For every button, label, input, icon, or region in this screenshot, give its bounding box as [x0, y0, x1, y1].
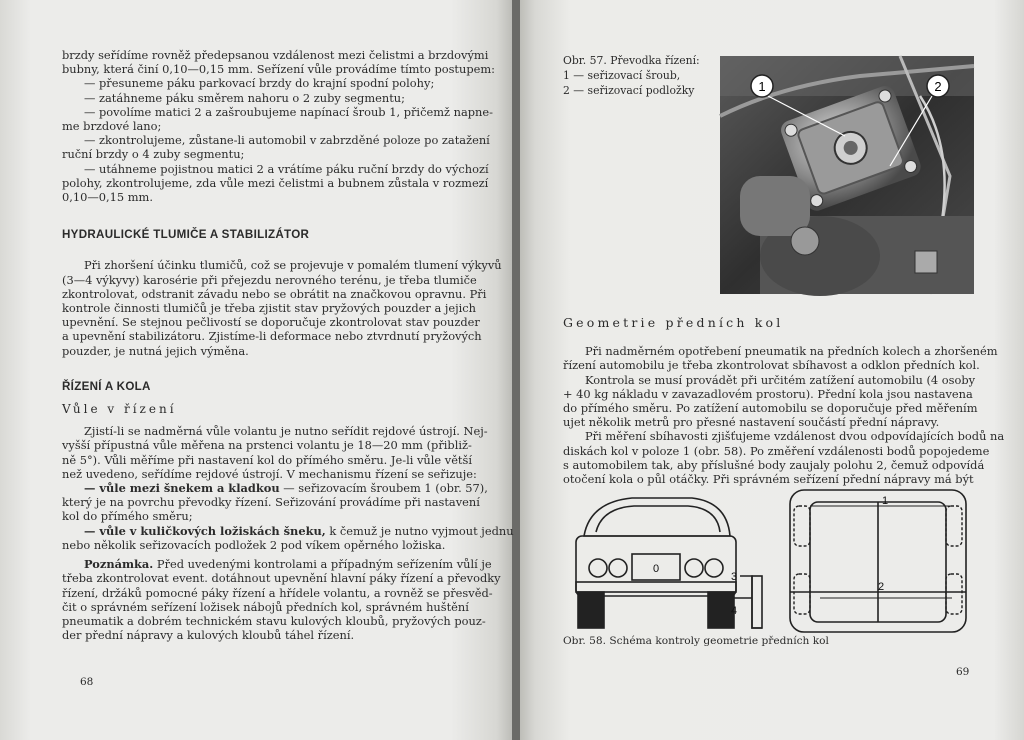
- text-line: do přímého směru. Po zatížení automobilu se doporučuje před měřením: [563, 401, 978, 416]
- text-line: diskách kol v poloze 1 (obr. 58). Po změření vzdálenosti bodů popojedeme: [563, 443, 990, 458]
- text-line: 2 — seřizovací podložky: [563, 84, 695, 97]
- callout-1-label: 1: [758, 79, 766, 94]
- right-page-text: [563, 315, 1005, 487]
- text-line: Při zhoršení účinku tlumičů, což se projevuje v pomalém tlumení výkyvů: [84, 258, 502, 273]
- text-line: me brzdové lano;: [62, 119, 162, 134]
- item-worm-roller-play: — vůle mezi šnekem a kladkou — seřizovacím šroubem 1 (obr. 57),: [84, 481, 488, 496]
- page-number-right: 69: [956, 666, 970, 678]
- subsection-title-steering-play: Vůle v řízení: [62, 402, 177, 417]
- figure-57-caption: [563, 53, 713, 98]
- text-line: der přední nápravy a kulových kloubů táhel řízení.: [62, 628, 355, 643]
- text-line: — povolíme matici 2 a zašroubujeme napínací šroub 1, přičemž napne-: [84, 104, 493, 119]
- item-worm-roller-continuation: [62, 495, 482, 523]
- text-line: Při nadměrném opotřebení pneumatik na předních kolech a zhoršeném: [585, 344, 998, 359]
- text-line: kol do přímého směru;: [62, 509, 193, 524]
- fig58-label-0: 0: [652, 563, 660, 575]
- text-line: Obr. 57. Převodka řízení:: [563, 54, 700, 67]
- steering-gear-illustration: [720, 56, 974, 294]
- fig58-label-2: 2: [878, 581, 885, 593]
- text-line: řízení automobilu je třeba zkontrolovat sbíhavost a odklon předních kol.: [563, 358, 980, 373]
- text-line: zkontrolovat, odstranit závadu nebo se obrátit na značkovou opravnu. Při: [62, 286, 487, 301]
- text-line: polohy, zkontrolujeme, zda vůle mezi čelistmi a bubnem zůstala v rozmezí: [62, 175, 489, 190]
- text-line: ruční brzdy o 4 zuby segmentu;: [62, 147, 245, 162]
- text-line: kontrole činnosti tlumičů je třeba zjistit stav pryžových pouzder a jejich: [62, 301, 477, 316]
- text-line: — přesuneme páku parkovací brzdy do krajní spodní polohy;: [84, 76, 435, 91]
- text-line: — utáhneme pojistnou matici 2 a vrátíme páku ruční brzdy do výchozí: [84, 161, 489, 176]
- text-line: ujet několik metrů pro přesné nastavení součástí přední nápravy.: [563, 415, 940, 430]
- fig58-label-4: 4: [730, 605, 738, 617]
- text-line: který je na povrchu převodky řízení. Seřizování provádíme při nastavení: [62, 495, 480, 510]
- text-line: — zkontrolujeme, zůstane-li automobil v zabrzděné poloze po zatažení: [84, 133, 490, 148]
- text-line: nebo několik seřizovacích podložek 2 pod víkem opěrného ložiska.: [62, 537, 446, 552]
- page-number-left: 68: [80, 676, 94, 688]
- text-line: řízení, držáků pomocné páky řízení a hřídele volantu, a rovněž se přesvěd-: [62, 585, 493, 600]
- text-line: Kontrola se musí provádět při určitém zatížení automobilu (4 osoby: [585, 372, 976, 387]
- text-line: než uvedeno, seřídíme rejdové ústrojí. V mechanismu řízení se seřizuje:: [62, 466, 477, 481]
- text-line: 0,10—0,15 mm.: [62, 190, 153, 205]
- text-line: čit o správném seřízení ložisek nábojů předních kol, správném huštění: [62, 599, 469, 614]
- item-worm-bearing-continuation: [62, 538, 482, 552]
- fig58-label-1: 1: [882, 495, 889, 507]
- section-title-shock-absorbers: HYDRAULICKÉ TLUMIČE A STABILIZÁTOR: [62, 228, 310, 242]
- text-line: Zjistí-li se nadměrná vůle volantu je nutno seřídit rejdové ústrojí. Nej-: [84, 424, 488, 439]
- text-line: bubny, která činí 0,10—0,15 mm. Seřízení vůle provádíme tímto postupem:: [62, 62, 496, 77]
- note-first-line: Poznámka. Před uvedenými kontrolami a případným seřízením vůlí je: [84, 557, 492, 572]
- left-page-text: [62, 48, 514, 643]
- callout-2-label: 2: [934, 79, 942, 94]
- text-line: ně 5°). Vůli měříme při nastavení kol do přímého směru. Je-li vůle větší: [62, 452, 472, 467]
- text-line: s automobilem tak, aby příslušné body zaujaly polohu 2, čemuž odpovídá: [563, 457, 985, 472]
- book-gutter: [512, 0, 520, 740]
- steering-play-paragraph: [62, 424, 488, 481]
- section-title-front-wheel-geometry: Geometrie předních kol: [563, 315, 784, 330]
- text-line: — zatáhneme páku směrem nahoru o 2 zuby segmentu;: [84, 90, 405, 105]
- figure-57-steering-gear-photo: [720, 56, 974, 294]
- text-line: brzdy seřídíme rovněž předepsanou vzdálenost mezi čelistmi a brzdovými: [62, 48, 489, 62]
- wheel-geometry-paragraph: [563, 344, 1005, 487]
- text-line: třeba zkontrolovat event. dotáhnout upevnění hlavní páky řízení a převodky: [62, 571, 501, 586]
- note-paragraph: [62, 571, 501, 643]
- text-line: a upevnění stabilizátoru. Zjistíme-li deformace nebo ztvrdnutí pryžových: [62, 329, 482, 344]
- fig58-label-3: 3: [730, 571, 738, 583]
- figure-58-wheel-geometry-diagram: [562, 488, 972, 634]
- text-line: vyšší přípustná vůle měřena na prstenci volantu je 18—20 mm (přibliž-: [62, 438, 472, 453]
- handbrake-adjustment-paragraph: [62, 48, 496, 205]
- text-line: 1 — seřizovací šroub,: [563, 69, 681, 82]
- text-line: otočení kola o půl otáčky. Při správném seřízení přední nápravy má být: [563, 472, 974, 487]
- text-line: upevnění. Se stejnou pečlivostí se doporučuje zkontrolovat stav pouzder: [62, 315, 480, 330]
- figure-58-caption: Obr. 58. Schéma kontroly geometrie předních kol: [563, 635, 829, 647]
- text-line: pouzder, je nutná jejich výměna.: [62, 343, 249, 358]
- wheel-geometry-schematic: [562, 488, 972, 634]
- text-line: pneumatik a dobrém technickém stavu kulových kloubů, pryžových pouz-: [62, 613, 486, 628]
- text-line: + 40 kg nákladu v zavazadlovém prostoru). Přední kola jsou nastavena: [563, 386, 973, 401]
- text-line: Při měření sbíhavosti zjišťujeme vzdálenost dvou odpovídajících bodů na: [585, 429, 1005, 444]
- text-line: (3—4 výkyvy) karosérie při přejezdu nerovného terénu, je třeba tlumiče: [62, 272, 477, 287]
- item-worm-bearing-play: — vůle v kuličkových ložiskách šneku, k čemuž je nutno vyjmout jednu: [84, 523, 514, 538]
- section-title-steering: ŘÍZENÍ A KOLA: [62, 379, 151, 393]
- shock-absorbers-paragraph: [62, 258, 502, 358]
